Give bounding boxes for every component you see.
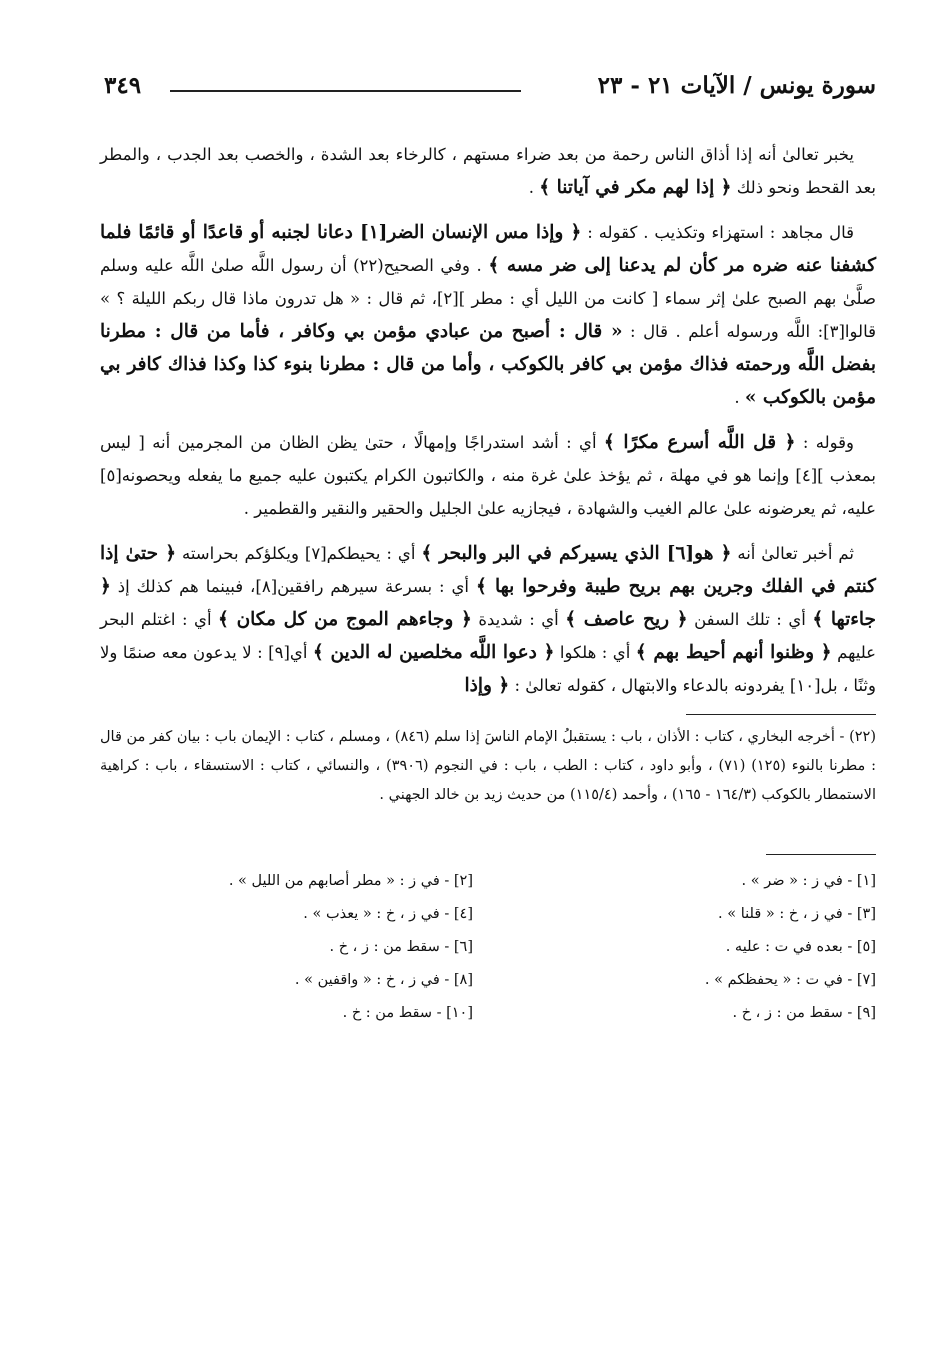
quranic-quote: ﴿ قل اللَّه أسرع مكرًا ﴾: [603, 432, 796, 453]
variant-note: [٩] - سقط من : ز ، خ .: [732, 1005, 876, 1021]
quranic-quote: « قال : أصبح من عبادي مؤمن بي وكافر ، فأما من قال : مطرنا بفضل اللَّه ورحمته فذاك مؤمن بي كافر بالكوكب ، وأما من قال : مطرنا بنوء كذا وكذا فذاك كافر بي مؤمن بالكوكب »: [100, 321, 876, 408]
text-run: قال مجاهد : استهزاء وتكذيب . كقوله :: [581, 223, 854, 242]
chapter-title: سورة يونس / الآيات ٢١ - ٢٣: [597, 72, 876, 99]
variant-note: [١٠] - سقط من : خ .: [342, 1005, 473, 1021]
variant-note: [١] - في ز : « ضر » .: [741, 873, 876, 889]
quranic-quote: ﴿ وإذا مس الإنسان الضر[١] دعانا لجنبه أو قاعدًا أو قائمًا فلما كشفنا عنه ضره مر كأن لم يدعنا إلى ضر مسه ﴾: [100, 222, 876, 276]
quranic-quote: ﴿ حتىٰ إذا كنتم في الفلك وجرين بهم بريح طيبة وفرحوا بها ﴾: [100, 543, 876, 597]
paragraph: [100, 216, 876, 414]
page: [100, 70, 876, 1030]
variant-note: [٥] - بعده في ت : عليه .: [725, 939, 876, 955]
quranic-quote: ﴿ جاءتها ﴾: [100, 576, 876, 630]
text-run: أي : شديدة: [471, 610, 566, 629]
quranic-quote: ﴿ دعوا اللَّه مخلصين له الدين ﴾: [312, 642, 555, 663]
quranic-quote: ﴿ ريح عاصف ﴾: [565, 609, 688, 630]
text-run: أي[٩] : لا يدعون معه صنمًا ولا وثنًا ، بل[١٠] يفردونه بالدعاء والابتهال ، كقوله تعالىٰ :: [100, 643, 876, 695]
text-run: أي : يحيطكم[٧] ويكلؤكم بحراسته: [176, 544, 422, 563]
quranic-quote: ﴿ إذا لهم مكر في آياتنا ﴾: [539, 177, 732, 198]
quranic-quote: ﴿ وجاءهم الموج من كل مكان ﴾: [218, 609, 472, 630]
running-header: [100, 70, 876, 104]
variant-note: [٨] - في ز ، خ : « واقفين » .: [294, 972, 473, 988]
page-number: ٣٤٩: [104, 72, 142, 99]
quranic-quote: ﴿ وظنوا أنهم أحيط بهم ﴾: [635, 642, 832, 663]
text-run: أي : بسرعة سيرهم رافقين[٨]، فبينما هم كذلك إذ: [110, 577, 476, 596]
footnote-separator: [686, 714, 876, 715]
paragraph: [100, 537, 876, 702]
text-run: أي : تلك السفن: [687, 610, 813, 629]
variant-notes: [100, 865, 876, 1030]
paragraph: [100, 138, 876, 204]
text-run: .: [528, 178, 540, 197]
text-run: أي : هلكوا: [554, 643, 636, 662]
quranic-quote: ﴿ هو[٦] الذي يسيركم في البر والبحر ﴾: [421, 543, 732, 564]
variant-notes-separator: [766, 854, 876, 855]
variant-note: [٧] - في ت : « يحفظكم » .: [704, 972, 876, 988]
text-run: يخبر تعالىٰ أنه إذا أذاق الناس رحمة من بعد ضراء مستهم ، كالرخاء بعد الشدة ، والخصب بعد الجدب ، والمطر بعد القحط ونحو ذلك: [100, 145, 876, 197]
variant-note: [٣] - في ز ، خ : « قلنا » .: [718, 906, 876, 922]
text-run: ثم أخبر تعالىٰ أنه: [731, 544, 854, 563]
hadith-footnote: (٢٢) - أخرجه البخاري ، كتاب : الأذان ، باب : يستقبلُ الإمام الناسَ إذا سلم (٨٤٦) ، ومسلم ، كتاب : الإيمان باب : بيان كفر من قال : مطرنا بالنوء (١٢٥) (٧١) ، وأبو داود ، كتاب : الطب ، باب : في النجوم (٣٩٠٦) ، والنسائي ، كتاب : الاستسقاء ، باب : كراهية الاستمطار بالكوكب (١٦٤/٣ - ١٦٥) ، وأحمد (١١٥/٤) من حديث زيد بن خالد الجهني .: [100, 729, 876, 803]
text-run: وقوله :: [795, 433, 854, 452]
text-run: أي : أشد استدراجًا وإمهالًا ، حتىٰ يظن الظان من المجرمين أنه [ ليس بمعذب ][٤] وإنما هو في مهلة ، ثم يؤخذ علىٰ غرة منه ، والكاتبون الكرام يكتبون عليه جميع ما يفعله ويحصونه[٥] عليه، ثم يعرضونه علىٰ عالم الغيب والشهادة ، فيجازيه علىٰ الجليل والحقير والنقير والقطمير .: [100, 433, 876, 518]
quranic-quote: ﴿ وإذا: [464, 675, 510, 696]
header-rule: [170, 90, 521, 92]
paragraph: [100, 426, 876, 525]
variant-note: [٤] - في ز ، خ : « يعذب » .: [303, 906, 473, 922]
text-run: . وفي الصحيح(٢٢) أن رسول اللَّه صلىٰ اللَّه عليه وسلم صلَّىٰ بهم الصبح علىٰ إثر سماء [ كانت من الليل أي : مطر ][٢]، ثم قال : « هل تدرون ماذا قال ربكم الليلة ؟ » قالوا[٣]: اللَّه ورسوله أعلم . قال :: [100, 256, 876, 341]
text-run: .: [734, 388, 745, 407]
variant-note: [٦] - سقط من : ز ، خ .: [329, 939, 473, 955]
main-text: [100, 138, 876, 702]
variant-note: [٢] - في ز : « مطر أصابهم من الليل » .: [228, 873, 473, 889]
text-run: أي : اغتلم البحر عليهم: [100, 610, 876, 662]
